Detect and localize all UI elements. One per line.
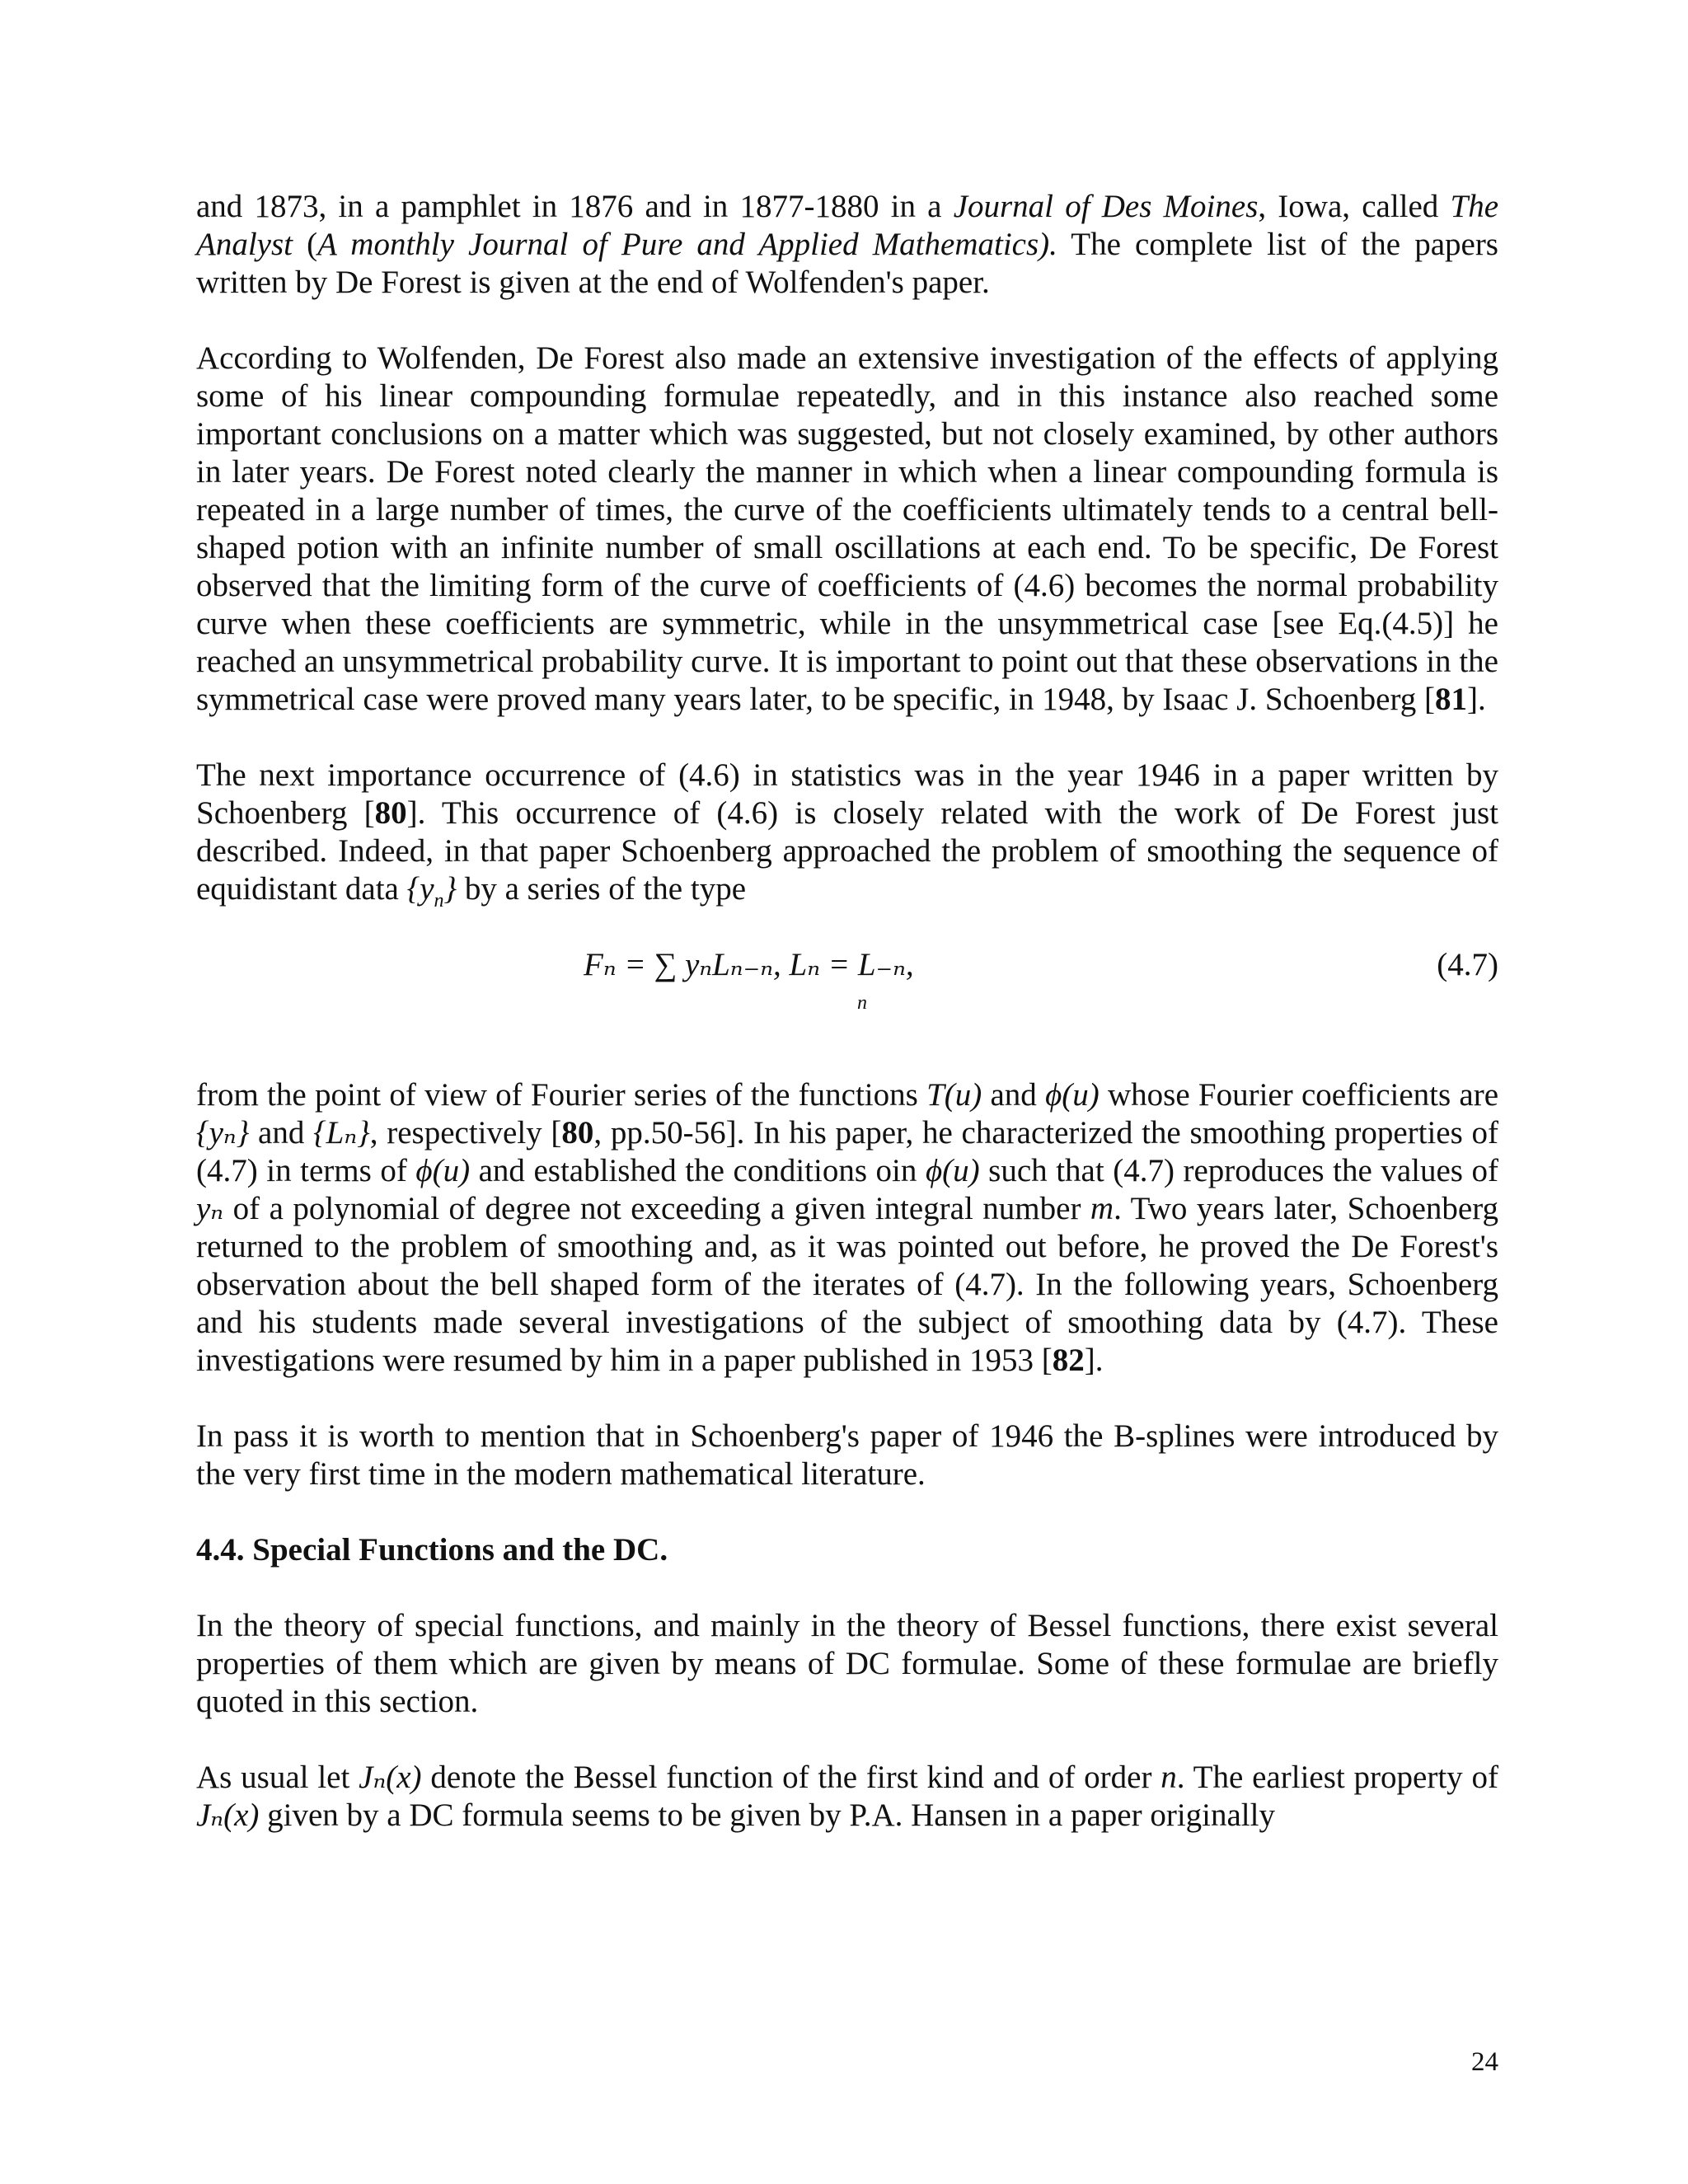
text: , respectively [: [369, 1115, 562, 1151]
text: of a polynomial of degree not exceeding a given integral number: [223, 1191, 1090, 1226]
math-inline: Jₙ(x): [196, 1797, 260, 1833]
journal-title: Journal of Des Moines: [953, 189, 1259, 224]
math-part: }: [443, 871, 457, 907]
text: from the point of view of Fourier series of the functions: [196, 1077, 927, 1113]
paragraph-3: [196, 757, 1498, 912]
text: , pp.50-56]. In his paper, he characterized the smoothing properties of (4.7) in terms of: [196, 1115, 1499, 1188]
text: ].: [1084, 1343, 1104, 1378]
text: and: [249, 1115, 314, 1151]
text: . The earliest property of: [1176, 1760, 1498, 1795]
text: such that (4.7) reproduces the values of: [979, 1153, 1498, 1188]
text: and: [982, 1077, 1046, 1113]
math-inline: Jₙ(x): [359, 1760, 422, 1795]
page-body: [196, 188, 1498, 1872]
journal-name: The Analyst: [196, 189, 1498, 262]
text: whose Fourier coefficients are: [1099, 1077, 1499, 1113]
citation-ref: 80: [561, 1115, 594, 1151]
math-subscript: n: [434, 889, 444, 912]
math-inline: ϕ(u): [925, 1153, 980, 1188]
math-inline: ϕ(u): [1045, 1077, 1100, 1113]
math-inline: {yₙ}: [196, 1115, 250, 1151]
text: The complete list of the papers written by De Forest is given at the end of Wolfenden's paper.: [196, 227, 1498, 300]
sum-index: n: [857, 992, 867, 1014]
math-inline: {Lₙ}: [313, 1115, 370, 1151]
text: denote the Bessel function of the first kind and of order: [421, 1760, 1161, 1795]
paragraph-2: [196, 340, 1498, 719]
text: The next importance occurrence of (4.6) in statistics was in the year 1946 in a paper written by Schoenberg [: [196, 757, 1498, 831]
paragraph-6: In the theory of special functions, and mainly in the theory of Bessel functions, there exist several properties of them which are given by means of DC formulae. Some of these formulae are briefly quoted in this section.: [196, 1608, 1498, 1719]
text: (: [292, 227, 318, 262]
math-inline: T(u): [926, 1077, 982, 1113]
text: ].: [1467, 682, 1486, 717]
math-part: {y: [406, 871, 434, 907]
text: According to Wolfenden, De Forest also made an extensive investigation of the effects of applying some of his linear compounding formulae repeatedly, and in this instance also reached some important conclusions on a matter which was suggested, but not closely examined, by other authors in later years. De Forest noted clearly the manner in which when a linear compounding formula is repeated in a large number of times, the curve of the coefficients ultimately tends to a central bell-shaped potion with an infinite number of small oscillations at each end. To be specific, De Forest observed that the limiting form of the curve of coefficients of (4.6) becomes the normal probability curve when these coefficients are symmetric, while in the unsymmetrical case [see Eq.(4.5)] he reached an unsymmetrical probability curve. It is important to point out that these observations in the symmetrical case were proved many years later, to be specific, in 1948, by Isaac J. Schoenberg [: [196, 340, 1498, 717]
citation-ref: 81: [1435, 682, 1468, 717]
page-number: 24: [1471, 2047, 1498, 2077]
text: . Two years later, Schoenberg returned to the problem of smoothing and, as it was pointed out before, he proved the De Forest's observation about the bell shaped form of the iterates of (4.7). In the following years, Schoenberg and his students made several investigations of the subject of smoothing data by (4.7). These investigations were resumed by him in a paper published in 1953 [: [196, 1191, 1498, 1378]
math-inline: ϕ(u): [415, 1153, 471, 1188]
equation-body: Fₙ = ∑ yₙLₙ₋ₙ, Lₙ = L₋ₙ,: [584, 947, 914, 982]
math-inline: yₙ: [196, 1191, 224, 1226]
text: and established the conditions oin: [470, 1153, 926, 1188]
paragraph-5: In pass it is worth to mention that in Schoenberg's paper of 1946 the B-splines were introduced by the very first time in the modern mathematical literature.: [196, 1418, 1498, 1492]
equation-4-7: [196, 946, 1498, 1038]
paragraph-7: [196, 1759, 1498, 1835]
math-inline: n: [1160, 1760, 1177, 1795]
math-inline: [406, 871, 457, 912]
text: and 1873, in a pamphlet in 1876 and in 1877-1880 in a: [196, 189, 954, 224]
text: As usual let: [196, 1760, 359, 1795]
text: by a series of the type: [457, 871, 747, 907]
math-inline: m: [1090, 1191, 1114, 1226]
equation-number: (4.7): [1437, 947, 1498, 982]
section-heading: 4.4. Special Functions and the DC.: [196, 1532, 668, 1568]
text: , Iowa, called: [1258, 189, 1451, 224]
text: given by a DC formula seems to be given by P.A. Hansen in a paper originally: [259, 1797, 1275, 1833]
text: ]. This occurrence of (4.6) is closely related with the work of De Forest just described. Indeed, in that paper Schoenberg approached the problem of smoothing the sequence of equidistant data: [196, 795, 1498, 907]
paragraph-1: [196, 188, 1498, 302]
paragraph-4: [196, 1076, 1498, 1380]
journal-subtitle: A monthly Journal of Pure and Applied Mathematics).: [317, 227, 1057, 262]
citation-ref: 80: [374, 795, 407, 831]
citation-ref: 82: [1052, 1343, 1085, 1378]
